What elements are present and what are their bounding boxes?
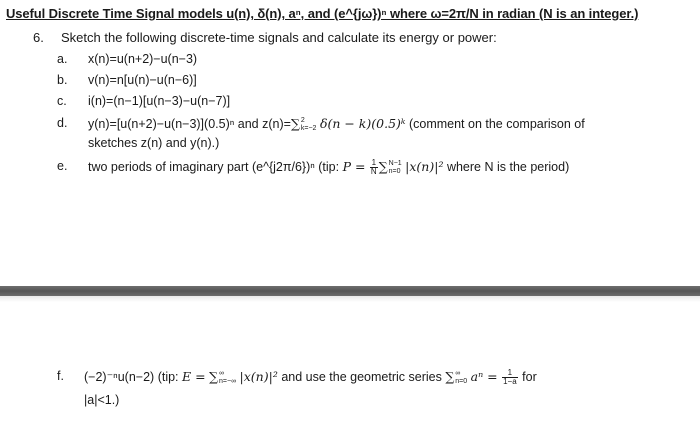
item-body	[88, 158, 569, 176]
item-text: i(n)=(n−1)[u(n−3)−u(n−7)]	[88, 94, 231, 108]
summation-limits	[219, 370, 236, 386]
section-divider	[0, 286, 700, 296]
sum-upper: ∞	[455, 369, 461, 377]
sum-lower: n=0	[388, 167, 401, 175]
summation-limits	[455, 370, 467, 386]
item-text: x(n)=u(n+2)−u(n−3)	[88, 52, 198, 66]
sum-lower: n=−∞	[219, 377, 237, 385]
item-text-mid: and use the geometric series	[281, 370, 442, 384]
item-letter: d.	[57, 116, 68, 130]
item-text: |a|<1.)	[84, 393, 120, 407]
item-body	[88, 115, 585, 133]
item-body	[84, 368, 537, 386]
math-expression: δ(n − k)(0.5)ᵏ	[319, 116, 406, 131]
item-letter: c.	[57, 94, 67, 108]
item-text: v(n)=n[u(n)−u(n−6)]	[88, 73, 197, 87]
divider-shadow	[0, 296, 700, 302]
fraction-denominator: 1−a	[503, 377, 517, 387]
question-text: Sketch the following discrete-time signals and calculate its energy or power:	[61, 30, 497, 45]
summation-symbol: ∑	[209, 369, 218, 384]
item-text-post: where N is the period)	[446, 160, 570, 174]
fraction-numerator: 1	[371, 158, 377, 168]
math-expression: |x(n)|²	[239, 369, 278, 384]
fraction	[370, 159, 378, 176]
energy-label: E =	[182, 369, 206, 384]
sum-lower: k=−2	[300, 124, 317, 132]
fraction-denominator: N	[370, 167, 377, 177]
summation-limits	[389, 160, 402, 176]
fraction	[502, 369, 518, 386]
question-number: 6.	[33, 30, 44, 45]
item-text: sketches z(n) and y(n).)	[88, 136, 220, 150]
summation-symbol: ∑	[445, 369, 455, 384]
item-letter: b.	[57, 73, 68, 87]
summation-limits	[301, 117, 317, 133]
math-expression: |x(n)|²	[405, 159, 444, 174]
item-text-post: for	[522, 370, 537, 384]
item-text-post: (comment on the comparison of	[408, 117, 585, 131]
sum-upper: 2	[300, 116, 305, 124]
sum-upper: ∞	[219, 369, 224, 377]
summation-symbol: ∑	[290, 116, 300, 131]
fraction-numerator: 1	[502, 369, 518, 378]
sum-lower: n=0	[455, 377, 468, 385]
item-text: (−2)⁻ⁿu(n−2) (tip:	[84, 370, 182, 384]
summation-symbol: ∑	[378, 159, 388, 174]
item-text: y(n)=[u(n+2)−u(n−3)](0.5)ⁿ and z(n)=	[88, 117, 291, 131]
item-letter: e.	[57, 159, 68, 173]
math-expression: aⁿ =	[470, 369, 498, 384]
item-text: two periods of imaginary part (e^{j2π/6})ⁿ (tip:	[88, 160, 343, 174]
power-label: P =	[342, 159, 366, 174]
item-letter: a.	[57, 52, 68, 66]
page-title: Useful Discrete Time Signal models u(n), δ(n), aⁿ, and (e^{jω})ⁿ where ω=2π/N in radian (N is an integer.)	[6, 6, 639, 21]
item-letter: f.	[57, 369, 64, 383]
sum-upper: N−1	[388, 159, 402, 167]
